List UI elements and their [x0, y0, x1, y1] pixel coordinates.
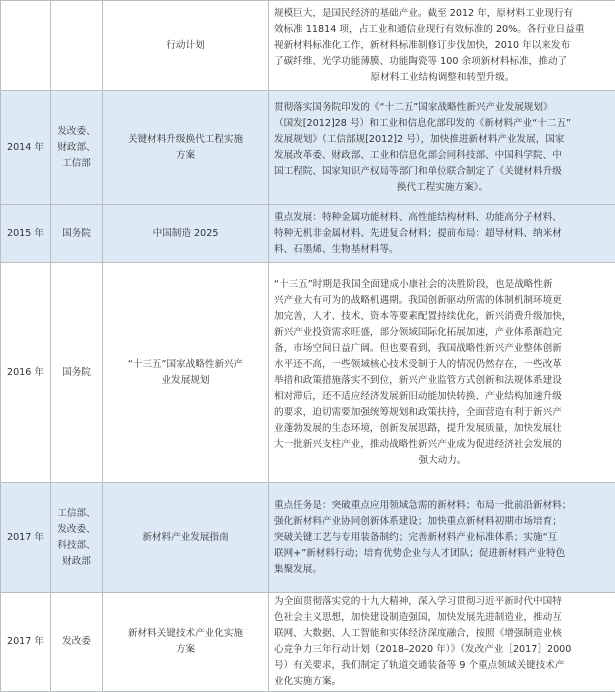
- content-line: 联网+”新材料行动；培育优势企业与人才团队；促进新材料产业特色: [274, 546, 611, 562]
- content-line: 视新材料标准化工作，新材料标准制修订步伐加快，2010 年以来发布: [274, 38, 611, 54]
- department-cell: [51, 263, 103, 483]
- content-line: 备，市场空间日益广阔。但也要看到，我国战略性新兴产业整体创新: [274, 341, 611, 357]
- department-cell: [51, 91, 103, 205]
- content-line: 新兴产业投资需求旺盛，部分领域国际化拓展加速，产业体系渐趋完: [274, 325, 611, 341]
- department-cell: [51, 1, 103, 91]
- content-line: 心竞争力三年行动计划（2018–2020 年）》（发改产业［2017］2000: [274, 642, 611, 658]
- content-line: “十三五”时期是我国全面建成小康社会的决胜阶段，也是战略性新: [274, 277, 611, 293]
- policy-content-cell: [269, 593, 615, 692]
- table-row: [1, 91, 615, 205]
- department-line: 科技部、: [51, 538, 102, 554]
- policy-name-cell: [103, 593, 269, 692]
- content-line: 业蓬勃发展的生态环境，创新发展思路，提升发展质量，加快发展壮: [274, 421, 611, 437]
- department-line: 财政部: [51, 554, 102, 570]
- content-line: 特种无机非金属材料、先进复合材料；提前布局：超导材料、纳米材: [274, 226, 611, 242]
- policy-name-cell: [103, 205, 269, 263]
- policy-name-line: 方案: [109, 642, 262, 658]
- content-line: 了碳纤维、光学功能薄膜、功能陶瓷等 100 余项新材料标准，推动了: [274, 54, 611, 70]
- content-line: 强化新材料产业协同创新体系建设；加快重点新材料初期市场培育；: [274, 514, 611, 530]
- department-line: 国务院: [51, 226, 102, 242]
- policy-name-line: 业发展规划: [109, 373, 262, 389]
- content-line: 水平还不高，一些领域核心技术受制于人的情况仍然存在，一些改革: [274, 357, 611, 373]
- content-line: 发展规划》（工信部规[2012]2 号），加快推进新材料产业发展，国家: [274, 132, 611, 148]
- content-line: 重点发展：特种金属功能材料、高性能结构材料、功能高分子材料、: [274, 210, 611, 226]
- policy-name-line: “十三五”国家战略性新兴产: [109, 357, 262, 373]
- content-line: 规模巨大，是国民经济的基础产业。截至 2012 年，原材料工业现行有: [274, 6, 611, 22]
- department-cell: [51, 593, 103, 692]
- policy-content-cell: [269, 91, 615, 205]
- policy-name-cell: [103, 1, 269, 91]
- policy-name-line: 行动计划: [109, 38, 262, 54]
- content-line: 为全面贯彻落实党的十九大精神，深入学习贯彻习近平新时代中国特: [274, 594, 611, 610]
- content-line: 号）有关要求，我们制定了轨道交通装备等 9 个重点领域关键技术产: [274, 658, 611, 674]
- table-row: [1, 263, 615, 483]
- policy-content-cell: [269, 205, 615, 263]
- year-cell: 2014 年: [1, 91, 51, 205]
- table-row: [1, 1, 615, 91]
- content-line: 发展改革委、财政部、工业和信息化部会同科技部、中国科学院、中: [274, 148, 611, 164]
- year-cell: 2017 年: [1, 593, 51, 692]
- policy-name-cell: [103, 483, 269, 593]
- table-row: [1, 593, 615, 692]
- policy-name-line: 新材料关键技术产业化实施: [109, 626, 262, 642]
- content-line: 举措和政策措施落实不到位，新兴产业监管方式创新和法规体系建设: [274, 373, 611, 389]
- content-line: 效标准 11814 项，占工业和通信业现行有效标准的 20%。各行业日益重: [274, 22, 611, 38]
- policy-name-line: 新材料产业发展指南: [109, 530, 262, 546]
- department-line: 工信部: [51, 156, 102, 172]
- department-cell: [51, 205, 103, 263]
- year-cell: 2015 年: [1, 205, 51, 263]
- policy-name-cell: [103, 91, 269, 205]
- content-line: 原材料工业结构调整和转型升级。: [274, 70, 611, 86]
- content-line: 突破关键工艺与专用装备制约；完善新材料产业标准体系；实施“互: [274, 530, 611, 546]
- year-cell: 2016 年: [1, 263, 51, 483]
- content-line: 加完善，人才、技术、资本等要素配置持续优化，新兴消费升级加快，: [274, 309, 611, 325]
- department-line: 发改委: [51, 634, 102, 650]
- year-cell: [1, 1, 51, 91]
- content-line: （国发[2012]28 号）和工业和信息化部印发的《新材料产业“十二五”: [274, 116, 611, 132]
- content-line: 换代工程实施方案》。: [274, 180, 611, 196]
- policy-name-line: 方案: [109, 148, 262, 164]
- policy-name-cell: [103, 263, 269, 483]
- department-line: 发改委、: [51, 124, 102, 140]
- policy-table-body: [1, 1, 615, 692]
- content-line: 料、石墨烯、生物基材料等。: [274, 242, 611, 258]
- content-line: 国工程院、国家知识产权局等部门和单位联合制定了《关键材料升级: [274, 164, 611, 180]
- department-line: 国务院: [51, 365, 102, 381]
- content-line: 业化实施方案。: [274, 674, 611, 690]
- table-row: [1, 205, 615, 263]
- policy-name-line: 关键材料升级换代工程实施: [109, 132, 262, 148]
- department-line: 发改委、: [51, 522, 102, 538]
- year-cell: 2017 年: [1, 483, 51, 593]
- department-line: 工信部、: [51, 506, 102, 522]
- content-line: 强大动力。: [274, 453, 611, 469]
- content-line: 相对滞后，还不适应经济发展新旧动能加快转换、产业结构加速升级: [274, 389, 611, 405]
- content-line: 兴产业大有可为的战略机遇期。我国创新驱动所需的体制机制环境更: [274, 293, 611, 309]
- content-line: 集聚发展。: [274, 562, 611, 578]
- department-line: 财政部、: [51, 140, 102, 156]
- policy-content-cell: [269, 263, 615, 483]
- policy-content-cell: [269, 1, 615, 91]
- content-line: 重点任务是：突破重点应用领域急需的新材料；布局一批前沿新材料；: [274, 498, 611, 514]
- table-row: [1, 483, 615, 593]
- content-line: 色社会主义思想，加快建设制造强国，加快发展先进制造业，推动互: [274, 610, 611, 626]
- content-line: 的要求，迫切需要加强统筹规划和政策扶持，全面营造有利于新兴产: [274, 405, 611, 421]
- content-line: 贯彻落实国务院印发的《“十二五”国家战略性新兴产业发展规划》: [274, 100, 611, 116]
- content-line: 大一批新兴支柱产业，推动战略性新兴产业成为促进经济社会发展的: [274, 437, 611, 453]
- content-line: 联网、大数据、人工智能和实体经济深度融合，按照《增强制造业核: [274, 626, 611, 642]
- policy-content-cell: [269, 483, 615, 593]
- policy-name-line: 中国制造 2025: [109, 226, 262, 242]
- department-cell: [51, 483, 103, 593]
